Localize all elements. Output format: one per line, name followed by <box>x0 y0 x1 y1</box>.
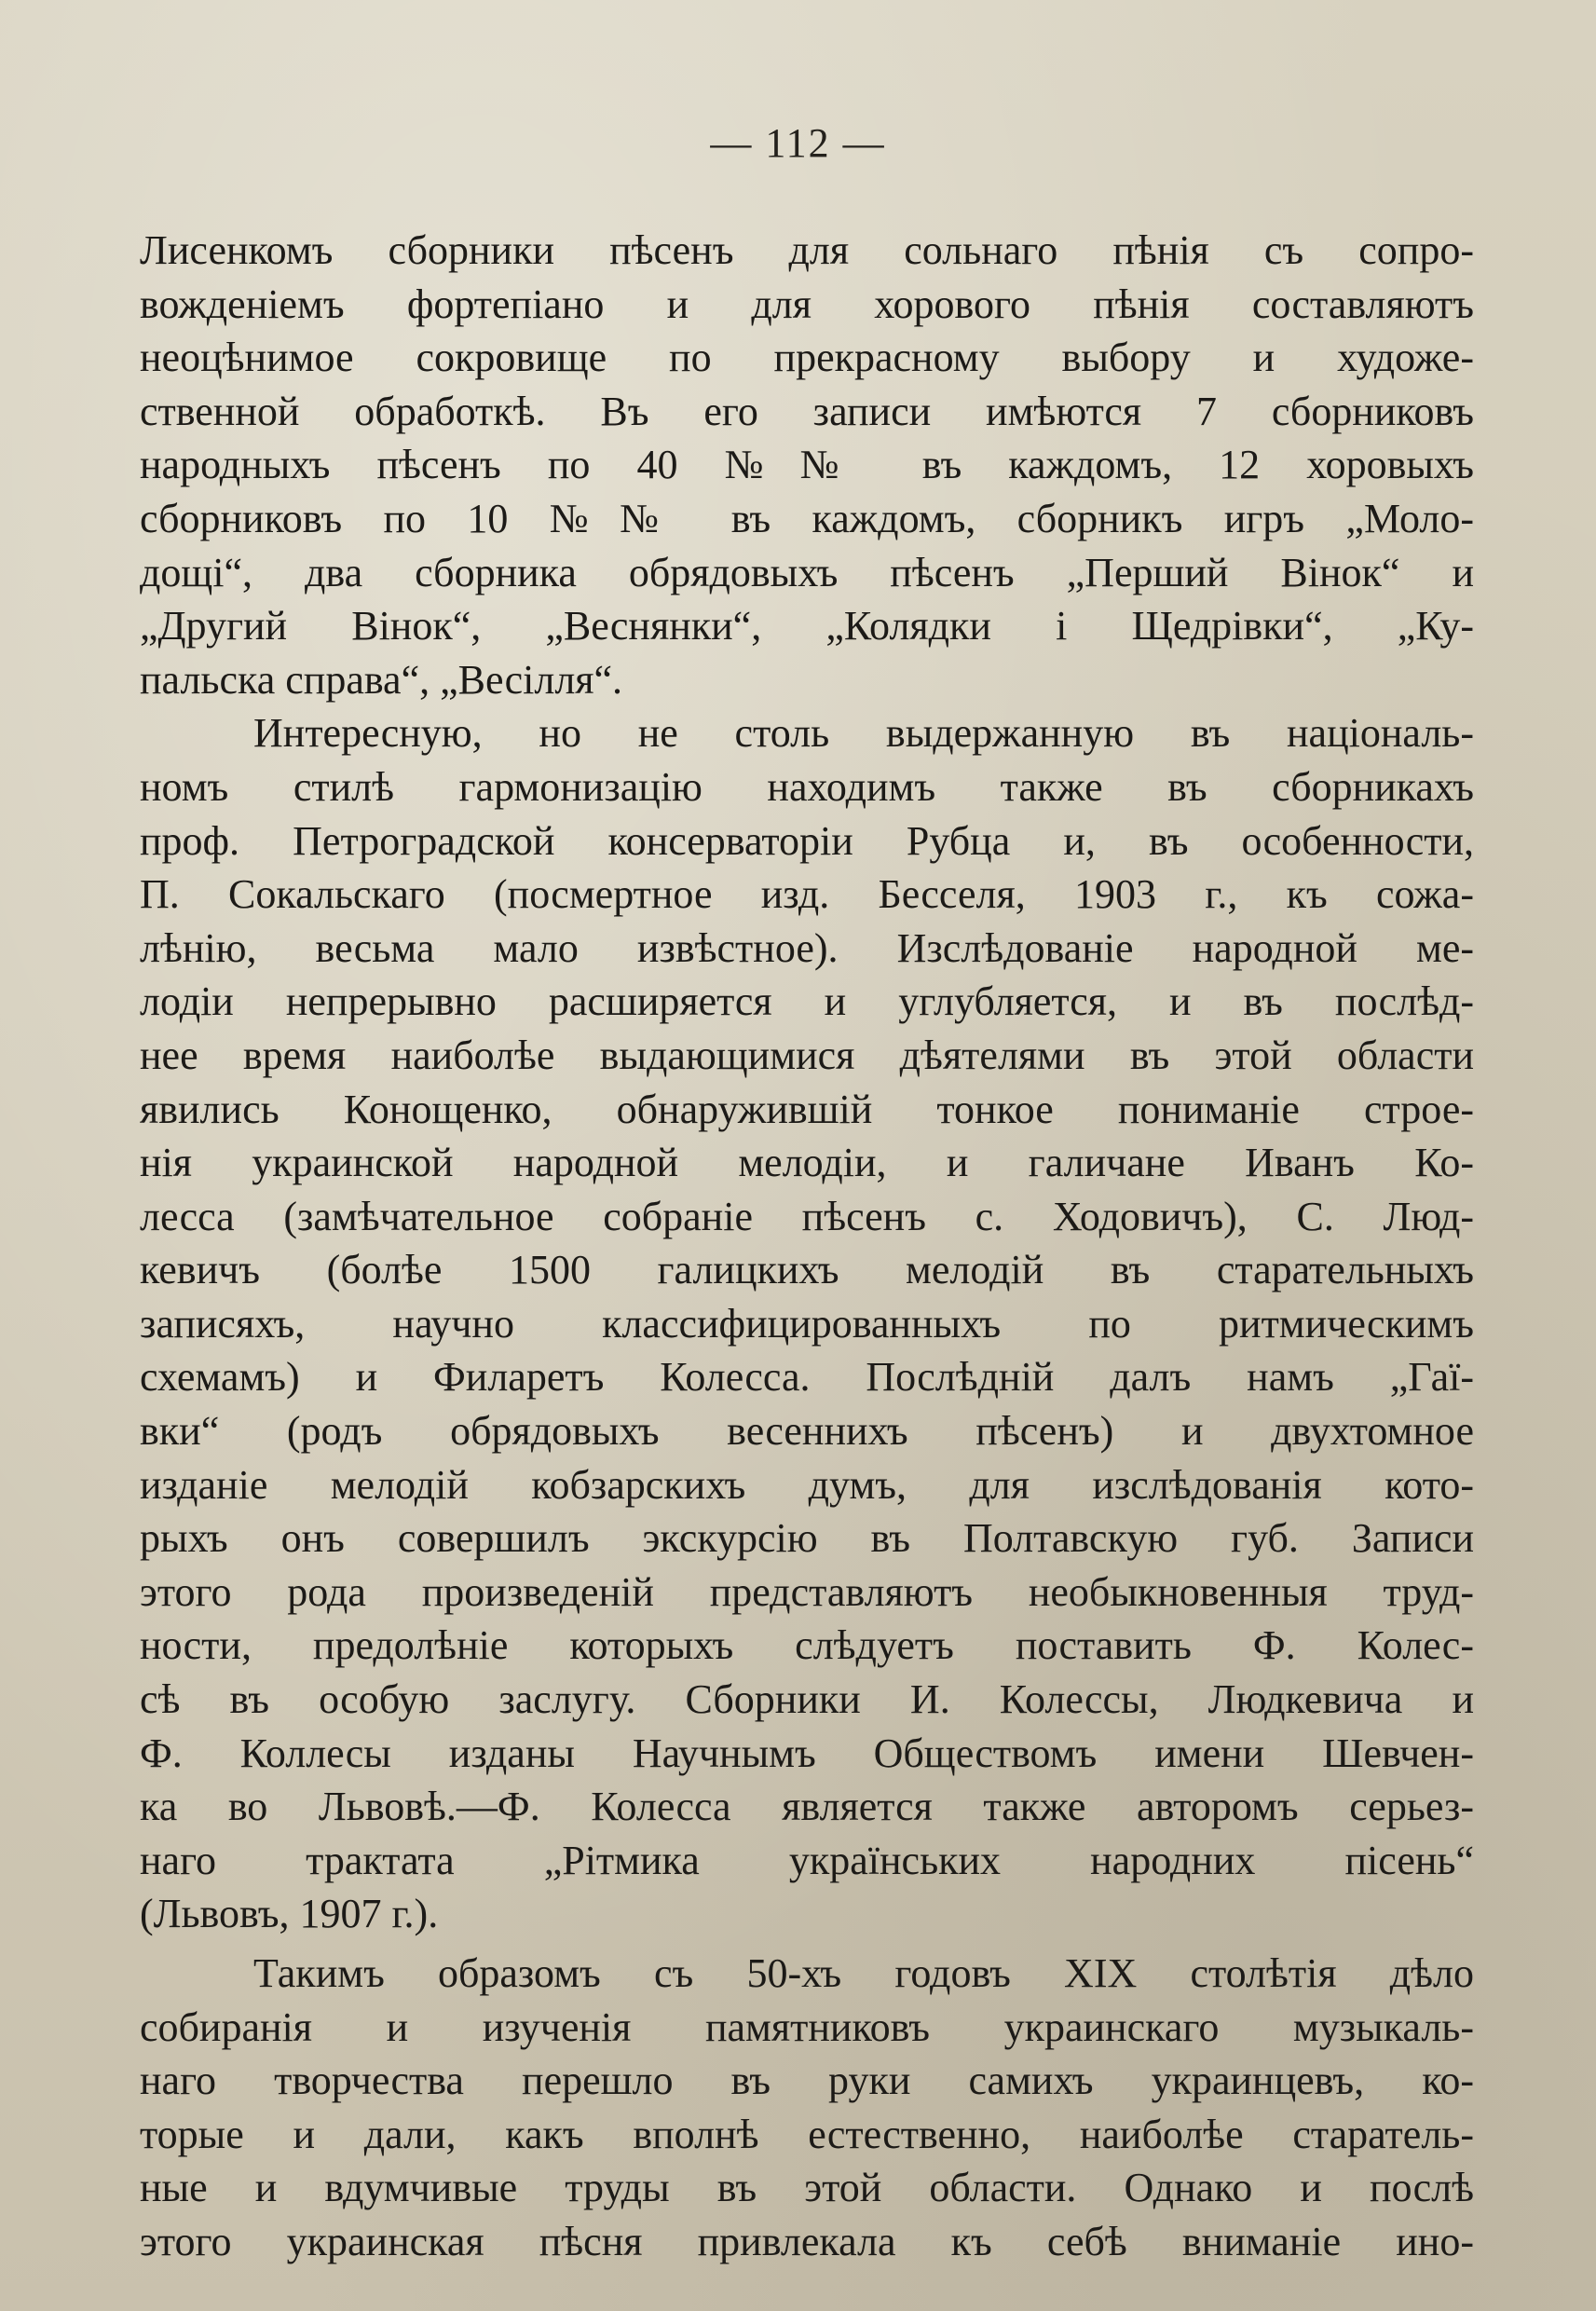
text-line: проф. Петроградской консерваторіи Рубца и, въ особенности, <box>140 817 1474 864</box>
text-line: сборниковъ по 10 №№ въ каждомъ, сборникъ игръ „Моло- <box>140 495 1474 541</box>
text-line: ственной обработкѣ. Въ его записи имѣются 7 сборниковъ <box>140 388 1474 434</box>
text-body <box>140 224 1474 2269</box>
text-line: лесса (замѣчательное собраніе пѣсенъ с. Ходовичъ), С. Люд- <box>140 1193 1474 1239</box>
paragraph-2 <box>140 706 1474 1941</box>
text-line: наго творчества перешло въ руки самихъ украинцевъ, ко- <box>140 2058 1474 2104</box>
text-line: Такимъ образомъ съ 50-хъ годовъ XIX столѣтія дѣло <box>253 1950 1474 1996</box>
text-line: Интересную, но не столь выдержанную въ національ- <box>253 710 1474 757</box>
text-line: ности, предолѣніе которыхъ слѣдуетъ поставить Ф. Колес- <box>140 1622 1474 1669</box>
text-line: этого украинская пѣсня привлекала къ себѣ вниманіе ино- <box>140 2218 1474 2264</box>
text-line: вки“ (родъ обрядовыхъ весеннихъ пѣсенъ) и двухтомное <box>140 1408 1474 1455</box>
page-number: — 112 — <box>710 120 886 166</box>
text-line: лодіи непрерывно расширяется и углубляется, и въ послѣд- <box>140 978 1474 1025</box>
text-line: Ф. Коллесы изданы Научнымъ Обществомъ имени Шевчен- <box>140 1730 1474 1776</box>
text-line: кевичъ (болѣе 1500 галицкихъ мелодій въ старательныхъ <box>140 1247 1474 1293</box>
text-line: нее время наиболѣе выдающимися дѣятелями въ этой области <box>140 1032 1474 1078</box>
text-line: рыхъ онъ совершилъ экскурсію въ Полтавскую губ. Записи <box>140 1515 1474 1562</box>
text-line: Лисенкомъ сборники пѣсенъ для сольнаго пѣнія съ сопро- <box>140 227 1474 273</box>
text-line: наго трактата „Рітмика українських народних пісень“ <box>140 1837 1474 1883</box>
text-line: собиранія и изученія памятниковъ украинскаго музыкаль- <box>140 2003 1474 2050</box>
text-line: (Львовъ, 1907 г.). <box>140 1891 439 1937</box>
text-line: номъ стилѣ гармонизацію находимъ также въ сборникахъ <box>140 763 1474 810</box>
paragraph-1 <box>140 224 1474 706</box>
text-line: пальска справа“, „Весілля“. <box>140 656 623 703</box>
text-line: П. Сокальскаго (посмертное изд. Бесселя, 1903 г., къ сожа- <box>140 871 1474 918</box>
text-line: сѣ въ особую заслугу. Сборники И. Колессы, Людкевича и <box>140 1676 1474 1723</box>
text-line: записяхъ, научно классифицированныхъ по ритмическимъ <box>140 1300 1474 1347</box>
text-line: нія украинской народной мелодіи, и галичане Иванъ Ко- <box>140 1140 1474 1186</box>
text-line: вожденіемъ фортепіано и для хорового пѣнія составляютъ <box>140 280 1474 327</box>
text-line: торые и дали, какъ вполнѣ естественно, наиболѣе старатель- <box>140 2111 1474 2157</box>
paragraph-3 <box>140 1947 1474 2269</box>
text-line: этого рода произведеній представляютъ необыкновенныя труд- <box>140 1568 1474 1615</box>
text-line: явились Конощенко, обнаружившій тонкое пониманіе строе- <box>140 1086 1474 1132</box>
text-line: народныхъ пѣсенъ по 40 №№ въ каждомъ, 12 хоровыхъ <box>140 442 1474 488</box>
text-line: „Другий Вінок“, „Веснянки“, „Колядки і Щедрівки“, „Ку- <box>140 603 1474 650</box>
text-line: ка во Львовѣ.—Ф. Колесса является также авторомъ серьез- <box>140 1784 1474 1830</box>
text-line: дощі“, два сборника обрядовыхъ пѣсенъ „Перший Вінок“ и <box>140 549 1474 595</box>
text-line: схемамъ) и Филаретъ Колесса. Послѣдній далъ намъ „Гаї- <box>140 1354 1474 1401</box>
text-line: неоцѣнимое сокровище по прекрасному выбору и художе- <box>140 335 1474 381</box>
text-line: ные и вдумчивые труды въ этой области. Однако и послѣ <box>140 2165 1474 2211</box>
text-line: лѣнію, весьма мало извѣстное). Изслѣдованіе народной ме- <box>140 924 1474 971</box>
text-line: изданіе мелодій кобзарскихъ думъ, для изслѣдованія кото- <box>140 1461 1474 1508</box>
